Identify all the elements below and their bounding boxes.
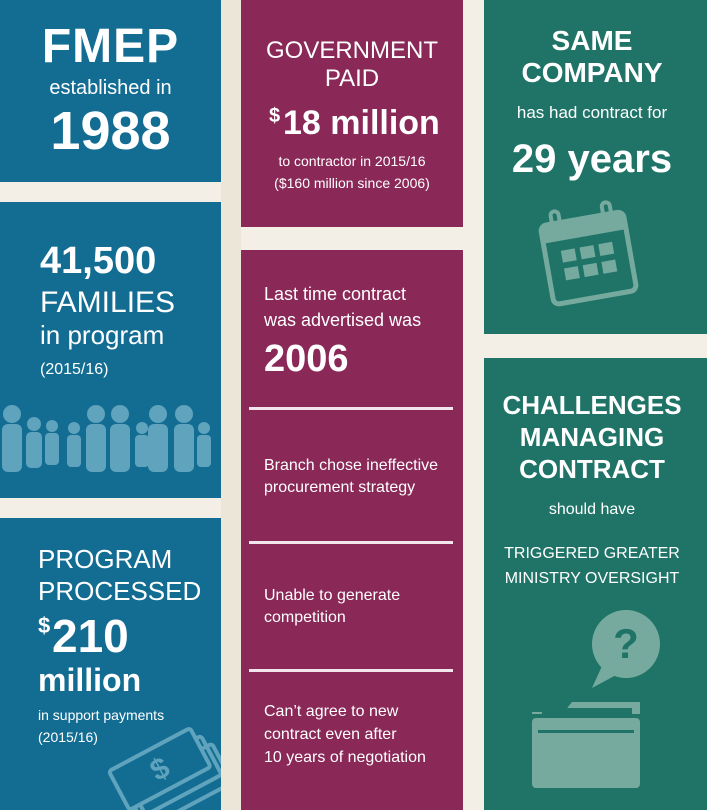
program-dollar: $: [38, 613, 51, 638]
issue2-line1: Branch chose ineffective: [264, 457, 439, 474]
gov-line2: PAID: [324, 65, 380, 92]
issue3-line2: competition: [264, 609, 346, 626]
gov-amount: 18 million: [283, 104, 440, 142]
families-count: 41,500: [40, 240, 157, 282]
fmep-title: FMEP: [41, 20, 180, 73]
issue1-line2: was advertised was: [264, 310, 422, 330]
program-context: in support payments: [38, 707, 165, 723]
issue2-line2: procurement strategy: [264, 479, 416, 496]
question-bubble-icon: [582, 604, 672, 694]
company-line2: COMPANY: [521, 57, 663, 88]
folder-icon: [524, 694, 654, 794]
program-line2: PROCESSED: [38, 576, 202, 606]
challenges-line1: CHALLENGES: [502, 390, 682, 420]
challenges-line6: MINISTRY OVERSIGHT: [504, 570, 680, 587]
company-line3: has had contract for: [516, 103, 668, 122]
program-amount: 210: [52, 610, 129, 662]
challenges-line4: should have: [548, 501, 636, 518]
established-year: 1988: [50, 101, 171, 161]
program-period: (2015/16): [38, 729, 98, 745]
gov-line4: ($160 million since 2006): [274, 175, 430, 191]
challenges-line2: MANAGING: [519, 422, 665, 452]
panel-fmep: [0, 0, 221, 182]
families-unit: FAMILIES: [40, 286, 176, 319]
svg-text:?: ?: [613, 620, 639, 667]
established-label: established in: [49, 77, 172, 99]
divider-1: [249, 407, 453, 410]
challenges-line5: TRIGGERED GREATER: [504, 545, 680, 562]
company-line1: SAME: [551, 25, 633, 56]
program-line1: PROGRAM: [38, 544, 173, 574]
divider-3: [249, 669, 453, 672]
svg-text:$: $: [144, 751, 176, 788]
people-group-icon: [0, 398, 221, 498]
panel-same-company: [484, 0, 707, 334]
calendar-icon: [534, 200, 644, 310]
gov-dollar: $: [269, 105, 281, 127]
panel-families: [0, 202, 221, 498]
gov-line3: to contractor in 2015/16: [278, 153, 426, 169]
issue4-line1: Can’t agree to new: [264, 703, 399, 720]
issue3-line1: Unable to generate: [264, 587, 401, 604]
divider-2: [249, 541, 453, 544]
money-stack-icon: [104, 708, 221, 810]
issue4-line3: 10 years of negotiation: [264, 749, 426, 766]
families-period: (2015/16): [40, 361, 109, 378]
program-amount-unit: million: [38, 662, 142, 698]
background-strip: [221, 0, 241, 810]
panel-government-paid: [241, 0, 463, 227]
panel-program: [0, 518, 221, 810]
gov-line1: GOVERNMENT: [265, 37, 438, 64]
company-years: 29 years: [511, 137, 673, 181]
issue1-year: 2006: [264, 338, 349, 380]
issue1-line1: Last time contract: [264, 284, 407, 304]
challenges-line3: CONTRACT: [519, 454, 665, 484]
panel-challenges: [484, 358, 707, 810]
issue4-line2: contract even after: [264, 726, 397, 743]
families-context: in program: [40, 320, 165, 350]
